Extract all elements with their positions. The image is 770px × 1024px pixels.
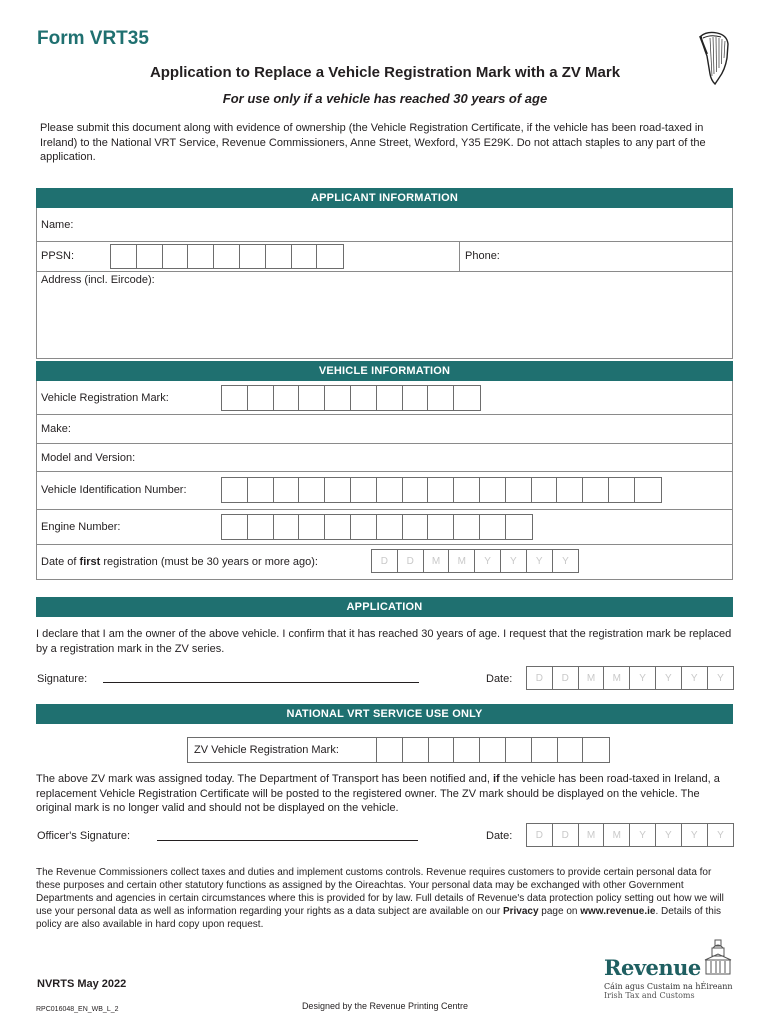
intro-text: Please submit this document along with evidence of ownership (the Vehicle Registration Certificate, if the vehicle has been road-taxed in Ireland) to the National VRT Service, Revenue Commissioners, Anne Street, Wexford, Y35 E29K. Do not attach staples to any part of the application. bbox=[40, 122, 706, 163]
designed-by: Designed by the Revenue Printing Centre bbox=[301, 1001, 469, 1011]
page-title: Application to Replace a Vehicle Registration Mark with a ZV Mark bbox=[149, 64, 621, 81]
vehicle-section bbox=[36, 381, 733, 580]
make-row[interactable] bbox=[37, 415, 732, 444]
office-date-input[interactable]: D D M M Y Y Y Y bbox=[526, 823, 734, 847]
reference-code: RPC016048_EN_WB_L_2 bbox=[36, 1006, 119, 1013]
office-section-heading: NATIONAL VRT SERVICE USE ONLY bbox=[36, 704, 733, 724]
vehicle-section-heading: VEHICLE INFORMATION bbox=[36, 361, 733, 381]
name-label: Name: bbox=[41, 219, 74, 231]
signature-label: Signature: bbox=[37, 673, 88, 685]
privacy-notice: The Revenue Commissioners collect taxes and duties and implement customs controls. Revenue requires customers to provide certain personal data for these purposes and certain other statutory functions as assigned by the Oireachtas. Your personal data may be exchanged with other Government Departments and agencies in certain circumstances where this is provided for by law. Full details of Revenue's data protection policy setting out how we will use your personal data as well as information regarding your rights as a data subject are available on our Privacy page on www.revenue.ie. Details of this policy are also available in hard copy upon request. bbox=[36, 867, 724, 930]
registration-row bbox=[37, 381, 732, 415]
form-code: Form VRT35 bbox=[37, 28, 149, 49]
ppsn-label: PPSN: bbox=[41, 250, 75, 262]
officer-signature-line[interactable] bbox=[157, 840, 418, 841]
name-row[interactable] bbox=[37, 208, 732, 242]
vin-row bbox=[37, 472, 732, 510]
make-label: Make: bbox=[41, 423, 71, 435]
applicant-section-heading: APPLICANT INFORMATION bbox=[36, 188, 733, 208]
model-label: Model and Version: bbox=[41, 452, 136, 464]
address-row[interactable] bbox=[37, 272, 732, 358]
application-date-input[interactable]: D D M M Y Y Y Y bbox=[526, 666, 734, 690]
first-registration-row bbox=[37, 545, 732, 579]
first-registration-date-input[interactable]: D D M M Y Y Y Y bbox=[371, 549, 579, 573]
edition-label: NVRTS May 2022 bbox=[37, 978, 127, 990]
application-section-heading: APPLICATION bbox=[36, 597, 733, 617]
applicant-section bbox=[36, 208, 733, 359]
vin-input[interactable] bbox=[221, 477, 662, 503]
zv-notice-text: The above ZV mark was assigned today. The Department of Transport has been notified and, if the vehicle has been road-taxed in Ireland, a replacement Vehicle Registration Certificate will be posted to the registered owner. The ZV mark should be displayed on the vehicle. The original mark is no longer valid and should not be displayed on the vehicle. bbox=[36, 773, 720, 814]
vin-label: Vehicle Identification Number: bbox=[41, 484, 187, 496]
privacy-link[interactable]: Privacy bbox=[502, 906, 539, 917]
zv-mark-label-box bbox=[187, 737, 377, 763]
engine-label: Engine Number: bbox=[41, 521, 121, 533]
phone-label: Phone: bbox=[465, 250, 500, 262]
revenue-site-link[interactable]: www.revenue.ie bbox=[580, 906, 656, 917]
engine-row bbox=[37, 510, 732, 545]
ppsn-phone-row bbox=[37, 242, 732, 272]
officer-signature-label: Officer's Signature: bbox=[37, 830, 130, 842]
ppsn-input[interactable] bbox=[110, 244, 344, 269]
page-subtitle: For use only if a vehicle has reached 30 years of age bbox=[222, 91, 548, 106]
office-date-label: Date: bbox=[486, 830, 513, 842]
registration-input[interactable] bbox=[221, 385, 481, 411]
first-registration-label: Date of first registration (must be 30 years or more ago): bbox=[41, 556, 318, 568]
revenue-logo: Revenue Cáin agus Custaim na hÉireann Irish Tax and Customs bbox=[604, 955, 733, 1000]
registration-label: Vehicle Registration Mark: bbox=[41, 392, 169, 404]
zv-mark-label: ZV Vehicle Registration Mark: bbox=[194, 744, 339, 756]
engine-input[interactable] bbox=[221, 514, 533, 540]
application-date-label: Date: bbox=[486, 673, 513, 685]
model-row[interactable] bbox=[37, 444, 732, 472]
signature-line[interactable] bbox=[103, 682, 419, 683]
zv-mark-input[interactable] bbox=[376, 737, 610, 763]
declaration-text: I declare that I am the owner of the above vehicle. I confirm that it has reached 30 years of age. I request that the registration mark be replaced by a registration mark in the ZV series. bbox=[36, 628, 732, 655]
address-label: Address (incl. Eircode): bbox=[41, 274, 155, 286]
